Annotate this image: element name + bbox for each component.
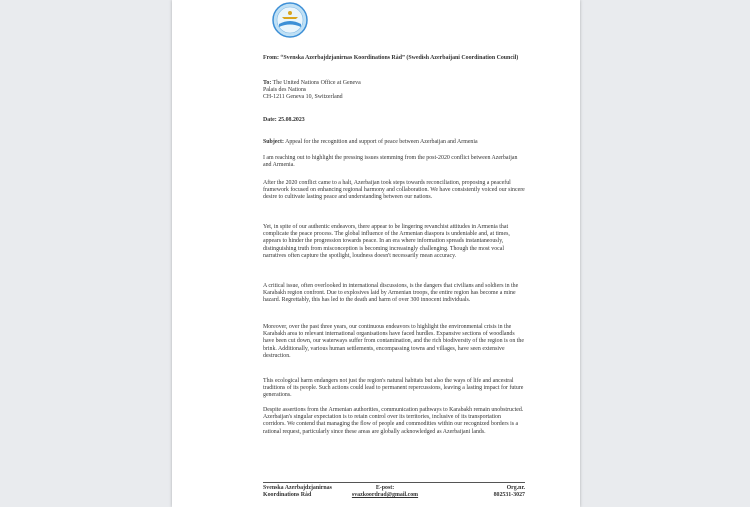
date-label: Date:: [263, 117, 277, 123]
paragraph-4: A critical issue, often overlooked in international discussions, is the dangers that civilians and soldiers in the Karabakh region confront. Due to explosives laid by Armenian troops, the entire region has become a mine hazard. Regrettably, this has led to the death and harm of over 300 innocent individuals.: [263, 283, 519, 304]
footer-email-block: [345, 485, 425, 499]
to-line-1: The United Nations Office at Geneva: [272, 80, 361, 86]
organization-logo: [272, 2, 308, 38]
footer-organization: [263, 485, 332, 499]
paragraph-7: Despite assertions from the Armenian authorities, communication pathways to Karabakh remain unobstructed. Azerbaijan's singular expectation is to retain control over its territories, inclusive of its transportation corridors. We contend that managing the flow of people and commodities within our recognized borders is a rational request, particularly since these areas are globally acknowledged as Azerbaijani lands.: [263, 407, 524, 435]
to-block: [263, 80, 525, 102]
paragraph-5: Moreover, over the past three years, our continuous endeavors to highlight the environmental crisis in the Karabakh area to relevant international organisations have faced hurdles. Expansive sections of woodlands have been cut down, our waterways suffer from contamination, and the rich biodiversity of the region is on the brink. Additionally, various human settlements, encompassing towns and villages, have seen extensive destruction.: [263, 324, 524, 359]
paragraph-2: After the 2020 conflict came to a halt, Azerbaijan took steps towards reconciliation, proposing a peaceful framework focused on enhancing regional harmony and collaboration. We have consistently voiced our sincere desire to cultivate lasting peace and understanding between our nations.: [263, 180, 525, 201]
to-line-3: CH-1211 Geneva 10, Switzerland: [263, 94, 343, 101]
to-label: To:: [263, 80, 272, 86]
subject-label: Subject:: [263, 139, 284, 145]
paragraph-1: I am reaching out to highlight the pressing issues stemming from the post-2020 conflict between Azerbaijan and Armenia.: [263, 155, 518, 169]
date-value: 25.08.2023: [278, 117, 305, 123]
logo-emblem-icon: [272, 2, 308, 38]
footer-org-line-2: Koordinations Råd: [263, 492, 312, 499]
subject-text: Appeal for the recognition and support of peace between Azerbaijan and Armenia: [285, 139, 478, 145]
footer-orgnr-value: 802531-3027: [493, 492, 525, 499]
footer-email-label: E-post:: [375, 485, 395, 491]
from-line: [263, 55, 525, 62]
to-line-2: Palais des Nations: [263, 87, 307, 94]
from-label: From:: [263, 55, 279, 61]
date-line: [263, 117, 525, 124]
letter-page: [172, 0, 580, 507]
paragraph-6: This ecological harm endangers not just the region's natural habitats but also the ways of life and ancestral traditions of its people. Such actions could lead to permanent repercussions, leaving a lasting impact for future generations.: [263, 378, 524, 399]
paragraph-3: Yet, in spite of our authentic endeavors, there appear to be lingering revanchist attitudes in Armenia that complicate the peace process. The global influence of the Armenian diaspora is undeniable and, at times, appears to hinder the progression towards peace. In an era where information spreads instantaneously, distinguishing truth from misconception is becoming increasingly challenging. Though the most vocal narratives often capture the spotlight, loudness doesn't necessarily mean accuracy.: [263, 224, 510, 259]
footer-orgnr-block: [494, 485, 525, 499]
footer-orgnr-label: Org.nr.: [506, 485, 525, 491]
from-text: “Svenska Azerbajdzjanirnas Koordinations Råd” (Swedish Azerbaijani Coordination Council): [280, 55, 519, 61]
subject-line: [263, 139, 525, 146]
footer-org-line-1: Svenska Azerbajdzjanirnas: [263, 485, 332, 491]
letter-footer: [263, 482, 525, 505]
footer-email-link[interactable]: svazkoordrad@gmail.com: [351, 492, 419, 499]
